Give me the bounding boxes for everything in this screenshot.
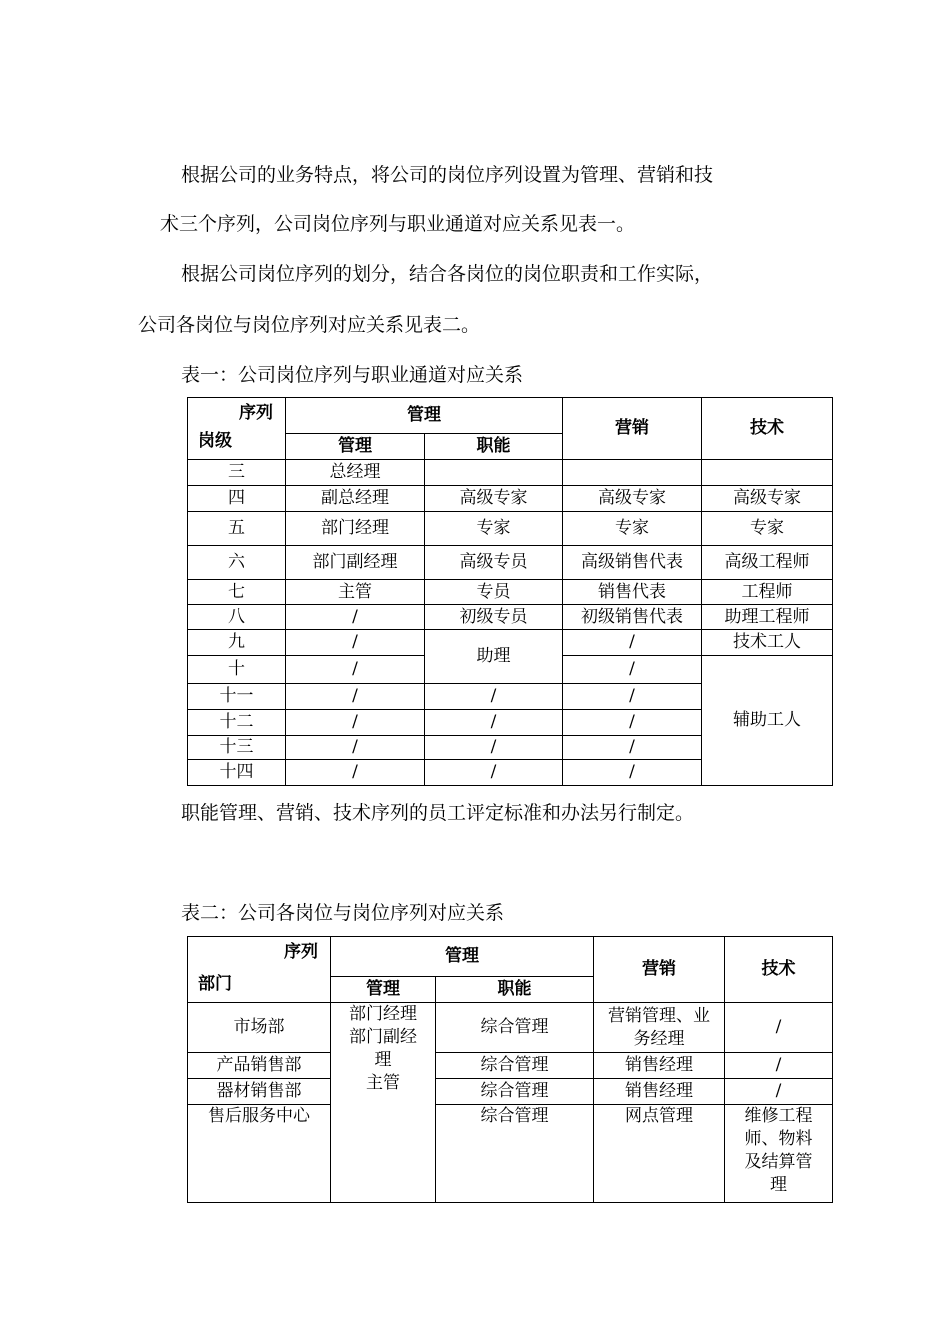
subheader-management: 管理 [331, 977, 436, 1003]
tech-cell [702, 460, 833, 486]
header-management: 管理 [286, 398, 563, 434]
level-cell: 六 [188, 546, 286, 580]
table-row [188, 460, 833, 486]
table-row [188, 1003, 833, 1053]
mkt-cell [594, 1003, 725, 1053]
mgmt-cell: / [286, 605, 425, 630]
level-cell: 十 [188, 656, 286, 684]
corner-dept-label: 部门 [198, 974, 232, 994]
level-cell: 八 [188, 605, 286, 630]
tech-cell: 工程师 [702, 580, 833, 605]
table2-dept-sequence [187, 936, 833, 1203]
table-row [188, 1105, 833, 1203]
header-tech: 技术 [725, 937, 833, 1003]
table2-corner-header [188, 937, 331, 1003]
tech-cell: / [725, 1053, 833, 1079]
mgmt-cell: 部门副经理 [286, 546, 425, 580]
tech-line: 维修工程 [744, 1106, 813, 1126]
mgmt-cell: 主管 [286, 580, 425, 605]
table1-caption: 表一：公司岗位序列与职业通道对应关系 [181, 364, 524, 386]
mgmt-line: 理 [374, 1050, 392, 1070]
table1-corner-header [188, 398, 286, 460]
paragraph-line: 术三个序列，公司岗位序列与职业通道对应关系见表一。 [160, 213, 636, 235]
mkt-cell: 高级专家 [563, 486, 702, 512]
dept-cell: 器材销售部 [188, 1079, 331, 1105]
tech-cell: / [725, 1079, 833, 1105]
mkt-cell: 销售代表 [563, 580, 702, 605]
mkt-line: 营销管理、业 [608, 1005, 710, 1026]
level-cell: 十二 [188, 710, 286, 736]
mgmt-cell: / [286, 656, 425, 684]
level-cell: 五 [188, 512, 286, 546]
mkt-cell [563, 460, 702, 486]
func-cell-merged: 助理 [425, 630, 563, 684]
mkt-cell: 初级销售代表 [563, 605, 702, 630]
mgmt-cell: / [286, 736, 425, 760]
mkt-cell: / [563, 684, 702, 710]
func-cell [425, 460, 563, 486]
tech-line: 理 [770, 1175, 787, 1195]
func-cell: 综合管理 [436, 1105, 594, 1203]
mkt-line: 务经理 [633, 1028, 685, 1049]
tech-line: 师、物料 [744, 1129, 813, 1149]
level-cell: 九 [188, 630, 286, 656]
subheader-management: 管理 [286, 434, 425, 460]
header-marketing: 营销 [563, 398, 702, 460]
tech-line: 及结算管 [744, 1152, 813, 1172]
table-row [188, 486, 833, 512]
paragraph-line: 根据公司的业务特点，将公司的岗位序列设置为管理、营销和技 [181, 164, 714, 186]
corner-sequence-label: 序列 [284, 942, 318, 962]
mkt-cell: / [563, 630, 702, 656]
header-management: 管理 [331, 937, 594, 977]
mkt-cell: 网点管理 [594, 1105, 725, 1203]
mgmt-line: 部门副经 [349, 1027, 417, 1047]
tech-cell: 技术工人 [702, 630, 833, 656]
header-marketing: 营销 [594, 937, 725, 1003]
dept-cell: 售后服务中心 [188, 1105, 331, 1203]
table2-caption: 表二：公司各岗位与岗位序列对应关系 [181, 902, 505, 924]
mgmt-cell: 部门经理 [286, 512, 425, 546]
mgmt-cell: 总经理 [286, 460, 425, 486]
mgmt-line: 主管 [366, 1073, 400, 1093]
tech-cell [725, 1105, 833, 1203]
table-row [188, 512, 833, 546]
func-cell: 初级专员 [425, 605, 563, 630]
table-row [188, 605, 833, 630]
func-cell: 高级专家 [425, 486, 563, 512]
func-cell: 综合管理 [436, 1053, 594, 1079]
corner-sequence-label: 序列 [239, 403, 273, 423]
func-cell: 综合管理 [436, 1079, 594, 1105]
mkt-cell: 高级销售代表 [563, 546, 702, 580]
table-row [188, 1079, 833, 1105]
mkt-cell: 专家 [563, 512, 702, 546]
mkt-cell: 销售经理 [594, 1053, 725, 1079]
paragraph-line: 根据公司岗位序列的划分，结合各岗位的岗位职责和工作实际， [181, 263, 714, 285]
tech-cell-merged: 辅助工人 [702, 656, 833, 786]
func-cell: 高级专员 [425, 546, 563, 580]
func-cell: / [425, 710, 563, 736]
dept-cell: 产品销售部 [188, 1053, 331, 1079]
level-cell: 四 [188, 486, 286, 512]
tech-cell: 高级专家 [702, 486, 833, 512]
subheader-function: 职能 [425, 434, 563, 460]
level-cell: 三 [188, 460, 286, 486]
mgmt-cell: / [286, 760, 425, 786]
level-cell: 十三 [188, 736, 286, 760]
mgmt-line: 部门经理 [349, 1004, 417, 1024]
table1-rank-sequence [187, 397, 833, 786]
tech-cell: 专家 [702, 512, 833, 546]
header-tech: 技术 [702, 398, 833, 460]
tech-cell: 助理工程师 [702, 605, 833, 630]
mkt-cell: / [563, 736, 702, 760]
table-row [188, 1053, 833, 1079]
table-row [188, 546, 833, 580]
func-cell: / [425, 736, 563, 760]
level-cell: 七 [188, 580, 286, 605]
func-cell: / [425, 760, 563, 786]
mkt-cell: / [563, 710, 702, 736]
mgmt-cell-merged [331, 1003, 436, 1203]
mkt-cell: / [563, 656, 702, 684]
tech-cell: / [725, 1003, 833, 1053]
tech-cell: 高级工程师 [702, 546, 833, 580]
mkt-cell: / [563, 760, 702, 786]
table1-note: 职能管理、营销、技术序列的员工评定标准和办法另行制定。 [181, 802, 695, 824]
mgmt-cell: / [286, 630, 425, 656]
func-cell: 专员 [425, 580, 563, 605]
table-row [188, 580, 833, 605]
func-cell: / [425, 684, 563, 710]
mkt-cell: 销售经理 [594, 1079, 725, 1105]
mgmt-cell: / [286, 710, 425, 736]
dept-cell: 市场部 [188, 1003, 331, 1053]
table-row [188, 630, 833, 656]
mgmt-cell: / [286, 684, 425, 710]
level-cell: 十四 [188, 760, 286, 786]
corner-level-label: 岗级 [198, 431, 232, 451]
func-cell: 专家 [425, 512, 563, 546]
subheader-function: 职能 [436, 977, 594, 1003]
paragraph-line: 公司各岗位与岗位序列对应关系见表二。 [138, 314, 481, 336]
func-cell: 综合管理 [436, 1003, 594, 1053]
level-cell: 十一 [188, 684, 286, 710]
mgmt-cell: 副总经理 [286, 486, 425, 512]
